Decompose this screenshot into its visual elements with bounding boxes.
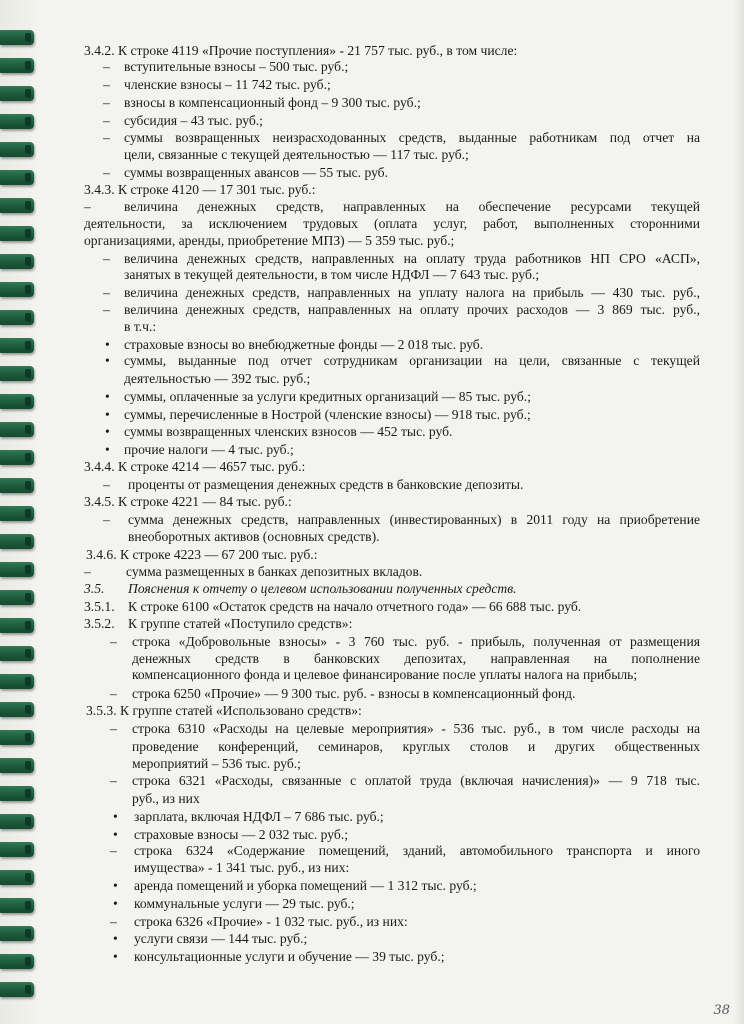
text-line: взносы в компенсационный фонд – 9 300 тыс. руб.; xyxy=(124,95,421,110)
text-line: деятельностью — 392 тыс. руб.; xyxy=(124,371,311,386)
list-marker: • xyxy=(113,931,118,946)
text-line: зарплата, включая НДФЛ – 7 686 тыс. руб.; xyxy=(134,809,384,824)
text-line: аренда помещений и уборка помещений — 1 312 тыс. руб.; xyxy=(134,878,477,893)
text-line: прочие налоги — 4 тыс. руб.; xyxy=(124,442,294,457)
text-line: 3.4.4. К строке 4214 — 4657 тыс. руб.: xyxy=(84,459,306,474)
text-line: строка 6310 «Расходы на целевые мероприятия» - 536 тыс. руб., в том числе расходы на xyxy=(132,721,700,736)
list-marker: – xyxy=(103,95,110,110)
text-line: вступительные взносы – 500 тыс. руб.; xyxy=(124,59,349,74)
text-line: членские взносы – 11 742 тыс. руб.; xyxy=(124,77,331,92)
text-line: 3.4.6. К строке 4223 — 67 200 тыс. руб.: xyxy=(86,547,318,562)
text-line: суммы возвращенных членских взносов — 452 тыс. руб. xyxy=(124,424,453,439)
list-marker: – xyxy=(103,251,110,266)
list-marker: – xyxy=(84,564,91,579)
text-line: сумма размещенных в банках депозитных вкладов. xyxy=(126,564,423,579)
list-marker: – xyxy=(103,302,110,317)
text-line: имущества» - 1 341 тыс. руб., из них: xyxy=(134,860,350,875)
text-line: деятельности, за исключением трудовых (оплата услуг, работ, выполненных сторонними xyxy=(84,216,700,231)
text-line: Пояснения к отчету о целевом использовании полученных средств. xyxy=(128,581,517,596)
text-line: суммы, выданные под отчет сотрудникам организации на цели, связанные с текущей xyxy=(124,353,700,368)
list-marker: – xyxy=(110,634,117,649)
list-marker: 3.5.2. xyxy=(84,616,115,631)
list-marker: – xyxy=(103,59,110,74)
list-marker: 3.5. xyxy=(84,581,105,596)
text-line: 3.4.2. К строке 4119 «Прочие поступления» - 21 757 тыс. руб., в том числе: xyxy=(84,43,518,58)
list-marker: • xyxy=(113,878,118,893)
text-line: сумма денежных средств, направленных (инвестированных) в 2011 году на приобретение xyxy=(128,512,700,527)
text-line: в т.ч.: xyxy=(124,319,157,334)
list-marker: • xyxy=(113,896,118,911)
text-line: величина денежных средств, направленных на оплату прочих расходов — 3 869 тыс. руб., xyxy=(124,302,700,317)
text-line: коммунальные услуги — 29 тыс. руб.; xyxy=(134,896,355,911)
text-line: внеоборотных активов (основных средств). xyxy=(128,529,380,544)
list-marker: – xyxy=(110,686,117,701)
text-line: субсидия – 43 тыс. руб.; xyxy=(124,113,263,128)
text-line: суммы, оплаченные за услуги кредитных организаций — 85 тыс. руб.; xyxy=(124,389,531,404)
list-marker: • xyxy=(113,827,118,842)
text-line: суммы возвращенных авансов — 55 тыс. руб. xyxy=(124,165,388,180)
text-line: консультационные услуги и обучение — 39 тыс. руб.; xyxy=(134,949,445,964)
text-line: 3.4.3. К строке 4120 — 17 301 тыс. руб.: xyxy=(84,182,316,197)
text-line: строка 6326 «Прочие» - 1 032 тыс. руб., из них: xyxy=(134,914,408,929)
list-marker: – xyxy=(103,77,110,92)
text-line: страховые взносы во внебюджетные фонды — 2 018 тыс. руб. xyxy=(124,337,484,352)
text-line: величина денежных средств, направленных на уплату налога на прибыль — 430 тыс. руб., xyxy=(124,285,700,300)
list-marker: • xyxy=(105,337,110,352)
list-marker: • xyxy=(105,424,110,439)
list-marker: 3.5.1. xyxy=(84,599,115,614)
text-line: строка 6324 «Содержание помещений, зданий, автомобильного транспорта и иного xyxy=(134,843,700,858)
text-line: К строке 6100 «Остаток средств на начало отчетного года» — 66 688 тыс. руб. xyxy=(128,599,582,614)
text-line: компенсационного фонда и целевое финансирование после уплаты налога на прибыль; xyxy=(132,667,638,682)
list-marker: – xyxy=(103,285,110,300)
text-line: К группе статей «Поступило средств»: xyxy=(128,616,353,631)
list-marker: – xyxy=(103,113,110,128)
text-line: мероприятий – 536 тыс. руб.; xyxy=(132,756,301,771)
text-line: организациями, аренды, приобретение МПЗ) — 5 359 тыс. руб.; xyxy=(84,233,455,248)
text-line: проведение конференций, семинаров, круглых столов и других общественных xyxy=(132,739,700,754)
text-line: денежных средств в банковских депозитах, направленная на пополнение xyxy=(132,651,700,666)
list-marker: – xyxy=(110,721,117,736)
text-line: 3.4.5. К строке 4221 — 84 тыс. руб.: xyxy=(84,494,292,509)
list-marker: – xyxy=(103,165,110,180)
list-marker: – xyxy=(103,512,110,527)
list-marker: • xyxy=(113,949,118,964)
text-line: 3.5.3. К группе статей «Использовано средств»: xyxy=(86,703,362,718)
text-line: занятых в текущей деятельности, в том числе НДФЛ — 7 643 тыс. руб.; xyxy=(124,267,540,282)
text-line: величина денежных средств, направленных на обеспечение ресурсами текущей xyxy=(124,199,700,214)
text-line: страховые взносы — 2 032 тыс. руб.; xyxy=(134,827,349,842)
list-marker: – xyxy=(84,199,91,214)
text-line: строка «Добровольные взносы» - 3 760 тыс. руб. - прибыль, полученная от размещения xyxy=(132,634,700,649)
list-marker: – xyxy=(110,773,117,788)
text-line: величина денежных средств, направленных на оплату труда работников НП СРО «АСП», xyxy=(124,251,700,266)
list-marker: • xyxy=(105,442,110,457)
text-line: проценты от размещения денежных средств в банковские депозиты. xyxy=(128,477,524,492)
text-line: строка 6321 «Расходы, связанные с оплатой труда (включая начисления)» — 9 718 тыс. xyxy=(132,773,700,788)
text-line: услуги связи — 144 тыс. руб.; xyxy=(134,931,308,946)
text-line: строка 6250 «Прочие» — 9 300 тыс. руб. - взносы в компенсационный фонд. xyxy=(132,686,576,701)
text-line: руб., из них xyxy=(132,791,200,806)
list-marker: • xyxy=(105,389,110,404)
list-marker: • xyxy=(105,407,110,422)
page-number: 38 xyxy=(713,1003,730,1018)
text-line: цели, связанные с текущей деятельностью — 117 тыс. руб.; xyxy=(124,147,469,162)
text-line: суммы, перечисленные в Нострой (членские взносы) — 918 тыс. руб.; xyxy=(124,407,531,422)
list-marker: – xyxy=(103,130,110,145)
text-line: суммы возвращенных неизрасходованных средств, выданные работникам под отчет на xyxy=(124,130,700,145)
list-marker: – xyxy=(103,477,110,492)
list-marker: – xyxy=(110,843,117,858)
list-marker: • xyxy=(113,809,118,824)
list-marker: • xyxy=(105,353,110,368)
list-marker: – xyxy=(110,914,117,929)
